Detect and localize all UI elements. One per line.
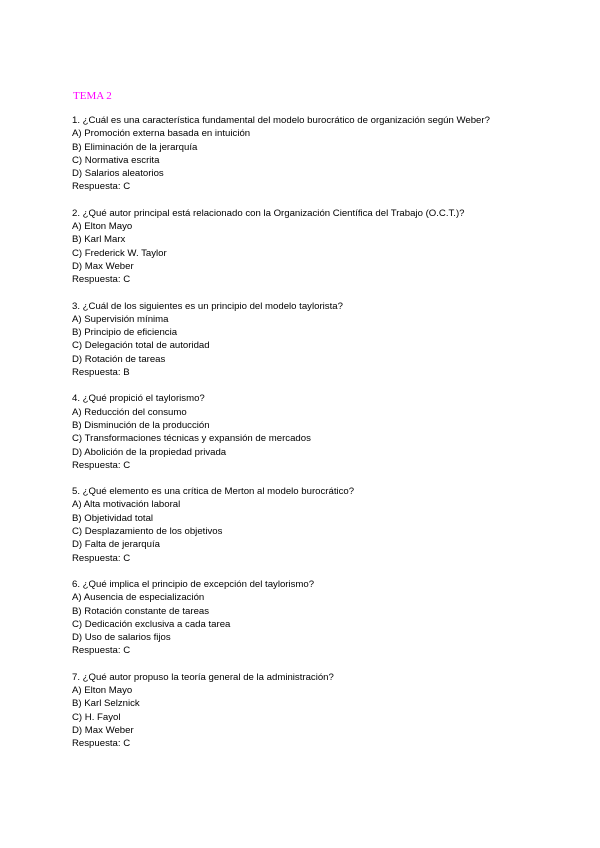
answer-text: Respuesta: C [72, 645, 131, 657]
question-7 [72, 671, 542, 751]
option-a: A) Elton Mayo [72, 221, 133, 233]
question-list [72, 114, 542, 763]
question-text: 4. ¿Qué propició el taylorismo? [72, 393, 205, 405]
option-b: B) Karl Selznick [72, 698, 140, 710]
question-text: 6. ¿Qué implica el principio de excepción del taylorismo? [72, 578, 315, 590]
option-c: C) Transformaciones técnicas y expansión de mercados [72, 433, 311, 445]
answer-text: Respuesta: C [72, 738, 131, 750]
answer-text: Respuesta: C [72, 181, 131, 193]
question-1 [72, 114, 542, 194]
option-c: C) Delegación total de autoridad [72, 340, 210, 352]
option-a: A) Promoción externa basada en intuición [72, 128, 251, 140]
option-a: A) Ausencia de especialización [72, 592, 205, 604]
answer-text: Respuesta: C [72, 552, 131, 564]
option-a: A) Alta motivación laboral [72, 499, 181, 511]
option-a: A) Elton Mayo [72, 684, 133, 696]
option-b: B) Principio de eficiencia [72, 327, 178, 339]
answer-text: Respuesta: C [72, 459, 131, 471]
page-title: TEMA 2 [73, 90, 112, 102]
option-c: C) Normativa escrita [72, 154, 160, 166]
question-text: 1. ¿Cuál es una característica fundamental del modelo burocrático de organización según Weber? [72, 115, 490, 126]
question-4 [72, 392, 542, 472]
option-d: D) Rotación de tareas [72, 353, 166, 365]
question-text: 3. ¿Cuál de los siguientes es un principio del modelo taylorista? [72, 300, 343, 312]
question-6 [72, 578, 542, 658]
question-3 [72, 300, 542, 380]
option-d: D) Falta de jerarquía [72, 539, 160, 551]
option-c: C) Desplazamiento de los objetivos [72, 526, 223, 538]
option-c: C) Frederick W. Taylor [72, 247, 167, 259]
option-b: B) Eliminación de la jerarquía [72, 141, 198, 153]
question-2 [72, 207, 542, 287]
option-d: D) Uso de salarios fijos [72, 632, 171, 644]
option-b: B) Karl Marx [72, 234, 126, 246]
option-d: D) Max Weber [72, 724, 134, 736]
option-a: A) Reducción del consumo [72, 406, 187, 418]
option-c: C) Dedicación exclusiva a cada tarea [72, 618, 231, 630]
option-b: B) Rotación constante de tareas [72, 605, 210, 617]
question-text: 7. ¿Qué autor propuso la teoría general de la administración? [72, 671, 334, 683]
option-d: D) Abolición de la propiedad privada [72, 446, 227, 458]
answer-text: Respuesta: B [72, 367, 130, 379]
option-b: B) Disminución de la producción [72, 419, 210, 431]
question-text: 2. ¿Qué autor principal está relacionado con la Organización Científica del Trabajo (O.C.T.)? [72, 207, 465, 219]
question-5 [72, 485, 542, 565]
option-d: D) Salarios aleatorios [72, 168, 164, 180]
question-text: 5. ¿Qué elemento es una crítica de Merton al modelo burocrático? [72, 486, 355, 498]
option-b: B) Objetividad total [72, 512, 154, 524]
option-a: A) Supervisión mínima [72, 313, 169, 325]
option-c: C) H. Fayol [72, 711, 121, 723]
option-d: D) Max Weber [72, 260, 134, 272]
answer-text: Respuesta: C [72, 274, 131, 286]
